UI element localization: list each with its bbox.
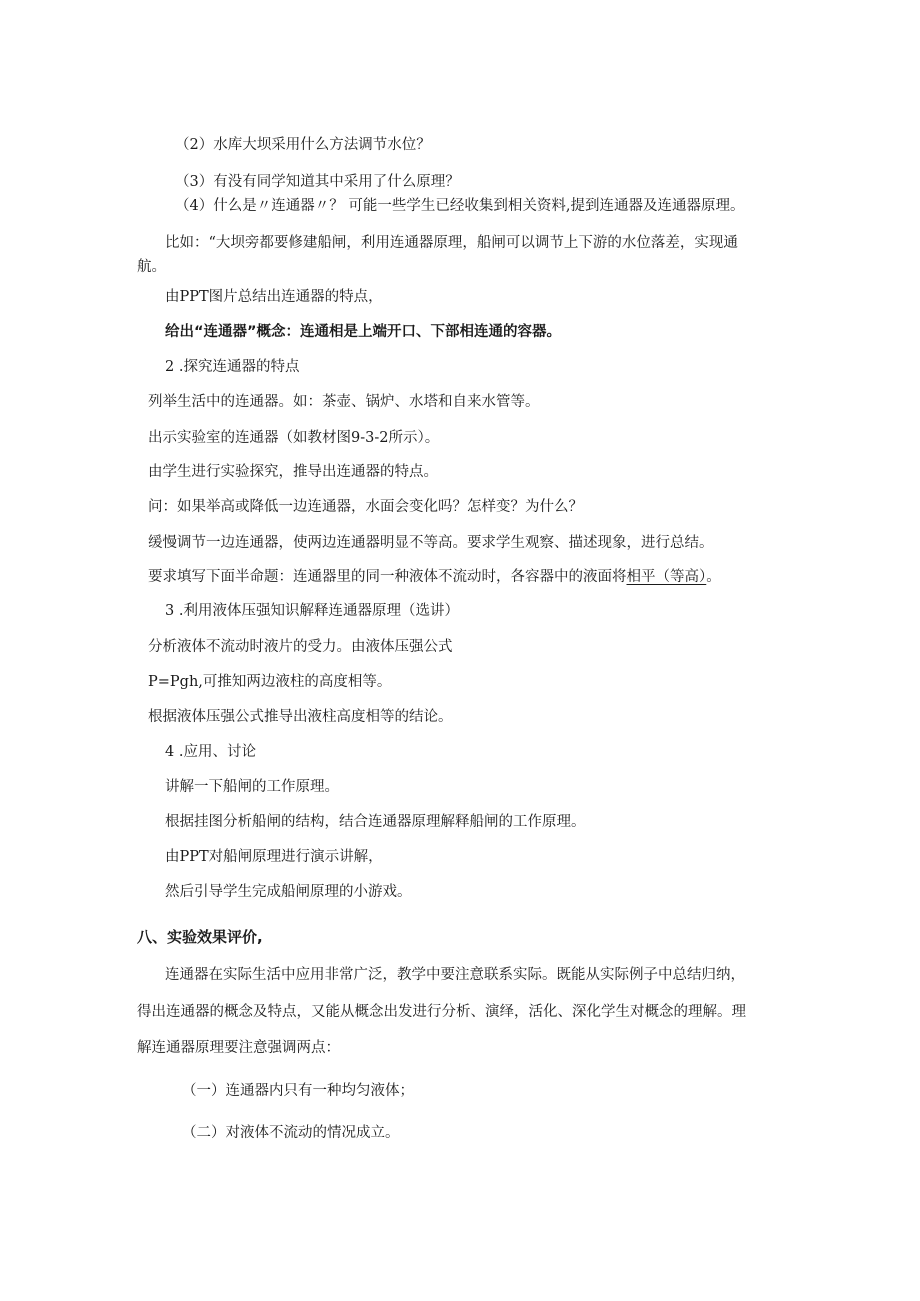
evaluation-line-1: 连通器在实际生活中应用非常广泛，教学中要注意联系实际。既能从实际例子中总结归纳， bbox=[165, 967, 745, 983]
key-point-2: （二）对液体不流动的情况成立。 bbox=[182, 1125, 400, 1141]
section-3-heading: 3 .利用液体压强知识解释连通器原理（选讲） bbox=[165, 603, 459, 619]
ppt-summary: 由PPT图片总结出连通器的特点， bbox=[165, 289, 383, 305]
fill-in-answer: 相平（等高） bbox=[626, 569, 707, 585]
section-4-line-1: 讲解一下船闸的工作原理。 bbox=[165, 779, 339, 795]
section-3-line-1: 分析液体不流动时液片的受力。由液体压强公式 bbox=[148, 639, 453, 655]
evaluation-line-2: 得出连通器的概念及特点，又能从概念出发进行分析、演绎，活化、深化学生对概念的理解。理 bbox=[137, 1004, 746, 1020]
section-2-line-5: 缓慢调节一边连通器，使两边连通器明显不等高。要求学生观察、描述现象，进行总结。 bbox=[148, 535, 714, 551]
section-2-heading: 2 .探究连通器的特点 bbox=[165, 359, 300, 375]
question-3: （3）有没有同学知道其中采用了什么原理？ bbox=[175, 174, 460, 190]
section-2-line-3: 由学生进行实验探究，推导出连通器的特点。 bbox=[148, 464, 438, 480]
section-2-line-2: 出示实验室的连通器（如教材图9-3-2所示）。 bbox=[148, 430, 440, 446]
section-3-line-2: P=Pgh,可推知两边液柱的高度相等。 bbox=[148, 674, 392, 690]
section-4-line-4: 然后引导学生完成船闸原理的小游戏。 bbox=[165, 884, 412, 900]
question-2: （2）水库大坝采用什么方法调节水位？ bbox=[175, 137, 431, 153]
key-point-1: （一）连通器内只有一种均匀液体； bbox=[182, 1083, 414, 1099]
fill-in-prompt: 要求填写下面半命题：连通器里的同一种液体不流动时，各容器中的液面将 bbox=[148, 569, 627, 585]
section-2-line-1: 列举生活中的连通器。如：茶壶、锅炉、水塔和自来水管等。 bbox=[148, 394, 540, 410]
section-3-line-3: 根据液体压强公式推导出液柱高度相等的结论。 bbox=[148, 709, 453, 725]
example-line-1: 比如：“大坝旁都要修建船闸，利用连通器原理，船闸可以调节上下游的水位落差，实现通 bbox=[165, 235, 738, 251]
concept-definition: 给出“连通器”概念：连通相是上端开口、下部相连通的容器。 bbox=[165, 324, 562, 340]
section-4-line-2: 根据挂图分析船闸的结构，结合连通器原理解释船闸的工作原理。 bbox=[165, 814, 586, 830]
evaluation-line-3: 解连通器原理要注意强调两点： bbox=[137, 1040, 340, 1056]
fill-in-suffix: 。 bbox=[706, 569, 721, 585]
section-4-heading: 4 .应用、讨论 bbox=[165, 744, 256, 760]
question-4: （4）什么是〃连通器〃？ 可能一些学生已经收集到相关资料,提到连通器及连通器原理。 bbox=[175, 198, 745, 214]
section-2-line-4: 问：如果举高或降低一边连通器，水面会变化吗？怎样变？为什么？ bbox=[148, 499, 583, 515]
section-2-line-6 bbox=[148, 567, 721, 587]
section-8-heading: 八、实验效果评价, bbox=[137, 928, 263, 946]
section-4-line-3: 由PPT对船闸原理进行演示讲解， bbox=[165, 849, 383, 865]
example-line-2: 航。 bbox=[137, 259, 166, 275]
